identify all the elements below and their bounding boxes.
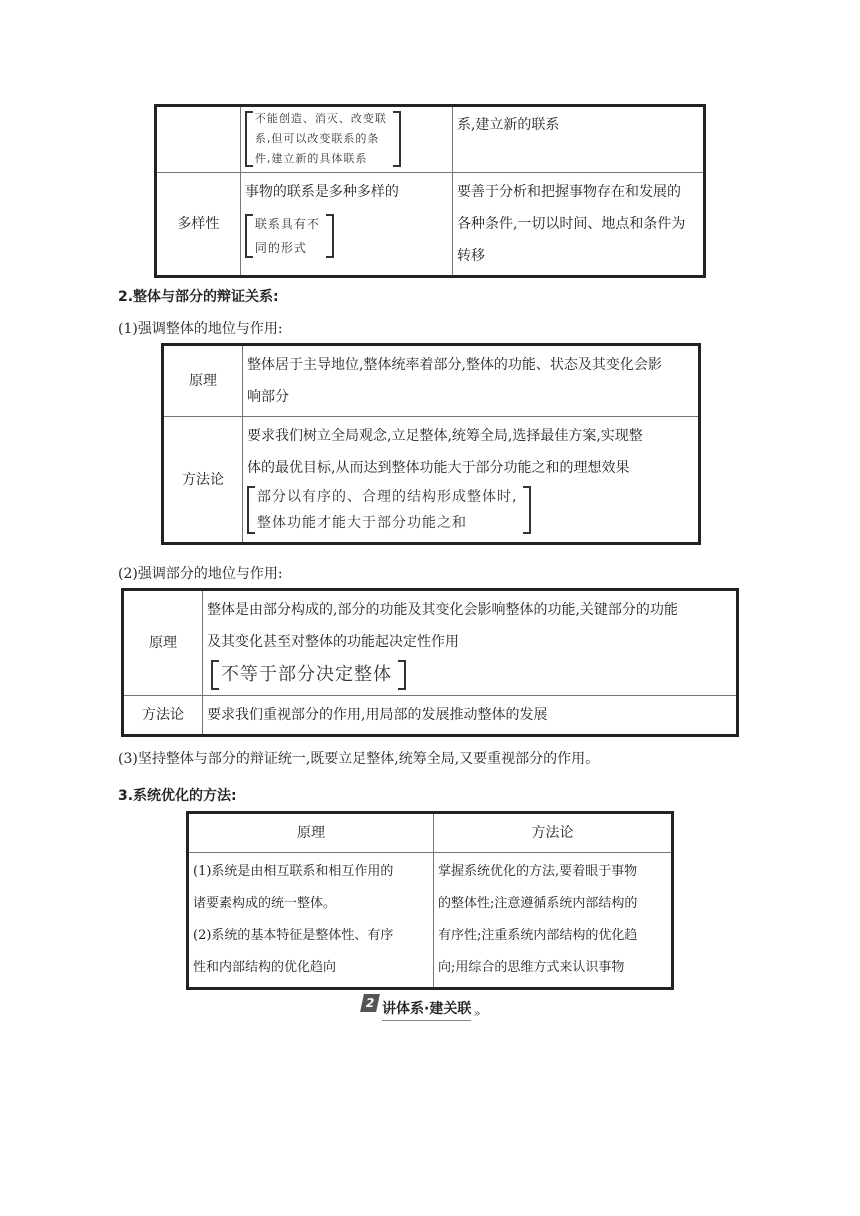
method-line: 有序性;注重系统内部结构的优化趋 — [438, 928, 638, 943]
content-cell — [188, 853, 434, 989]
principle-line: (1)系统是由相互联系和相互作用的 — [193, 864, 394, 879]
note-line: 不能创造、消灭、改变联 — [254, 112, 387, 125]
principle-line: 诸要素构成的统一整体。 — [193, 896, 337, 911]
principle-line: 性和内部结构的优化趋向 — [193, 960, 337, 975]
header-cell — [434, 813, 673, 853]
table-connection-properties — [154, 104, 706, 278]
note-line: 系,但可以改变联系的条 — [254, 132, 380, 145]
banner-title: 讲体系·建关联 — [382, 998, 471, 1021]
column-header-principle: 原理 — [297, 825, 325, 841]
table-row — [156, 173, 705, 277]
note-line: 不等于部分决定整体 — [221, 664, 392, 685]
note-line: 件,建立新的具体联系 — [254, 152, 368, 165]
header-cell — [188, 813, 434, 853]
method-line: 掌握系统优化的方法,要着眼于事物 — [438, 864, 638, 879]
note-line: 联系具有不 — [254, 217, 320, 231]
label-cell — [156, 173, 241, 277]
principle-line: (2)系统的基本特征是整体性、有序 — [193, 928, 394, 943]
content-cell — [240, 106, 452, 173]
method-line: 要善于分析和把握事物存在和发展的 — [456, 184, 681, 200]
content-text: 事物的联系是多种多样的 — [244, 184, 399, 200]
content-cell — [243, 417, 700, 544]
method-line: 向;用综合的思维方式来认识事物 — [438, 960, 625, 975]
note-line: 同的形式 — [254, 241, 307, 255]
section-heading-whole-part: 2.整体与部分的辩证关系: — [118, 289, 279, 305]
row-label-principle: 原理 — [149, 635, 177, 651]
column-header-methodology: 方法论 — [531, 825, 574, 841]
table-whole-role — [161, 343, 701, 545]
handwritten-note — [247, 484, 531, 536]
table-row — [163, 417, 700, 544]
method-cell — [452, 173, 704, 277]
note-line: 整体功能才能大于部分功能之和 — [257, 515, 467, 531]
method-line: 体的最优目标,从而达到整体功能大于部分功能之和的理想效果 — [247, 460, 630, 476]
chevron-double-right-icon: » — [473, 1006, 481, 1020]
content-cell — [240, 173, 452, 277]
method-line: 的整体性;注意遵循系统内部结构的 — [438, 896, 638, 911]
label-cell — [163, 417, 243, 544]
table-row — [188, 853, 673, 989]
section-heading-system-optimization: 3.系统优化的方法: — [118, 788, 237, 804]
label-cell — [123, 696, 203, 736]
paragraph-unity: (3)坚持整体与部分的辩证统一,既要立足整体,统筹全局,又要重视部分的作用。 — [118, 751, 600, 767]
section-banner — [362, 994, 481, 1024]
table-row — [123, 590, 738, 696]
row-label-methodology: 方法论 — [182, 471, 224, 488]
content-cell — [243, 345, 700, 417]
note-line: 部分以有序的、合理的结构形成整体时, — [257, 489, 518, 505]
method-text: 系,建立新的联系 — [456, 117, 560, 133]
content-cell — [203, 696, 738, 736]
handwritten-note — [245, 109, 401, 169]
banner-number-badge: 2 — [360, 994, 380, 1012]
method-cell — [452, 106, 704, 173]
handwritten-note — [211, 658, 406, 692]
principle-line: 及其变化甚至对整体的功能起决定性作用 — [207, 634, 459, 650]
row-label-diversity: 多样性 — [177, 216, 220, 232]
principle-line: 整体是由部分构成的,部分的功能及其变化会影响整体的功能,关键部分的功能 — [207, 602, 678, 618]
method-line: 要求我们树立全局观念,立足整体,统筹全局,选择最佳方案,实现整 — [247, 428, 643, 444]
label-cell — [163, 345, 243, 417]
table-row — [163, 345, 700, 417]
subheading-part: (2)强调部分的地位与作用: — [118, 566, 283, 582]
table-system-optimization — [186, 811, 674, 990]
content-cell — [203, 590, 738, 696]
principle-line: 响部分 — [247, 389, 289, 405]
method-line: 转移 — [456, 248, 485, 264]
method-text: 要求我们重视部分的作用,用局部的发展推动整体的发展 — [207, 707, 548, 723]
table-row — [156, 106, 705, 173]
table-row — [123, 696, 738, 736]
table-row — [188, 813, 673, 853]
label-cell-empty — [156, 106, 241, 173]
method-line: 各种条件,一切以时间、地点和条件为 — [456, 216, 686, 232]
label-cell — [123, 590, 203, 696]
principle-line: 整体居于主导地位,整体统率着部分,整体的功能、状态及其变化会影 — [247, 357, 662, 373]
row-label-methodology: 方法论 — [142, 707, 184, 723]
handwritten-note — [245, 212, 334, 260]
table-part-role — [121, 588, 739, 737]
row-label-principle: 原理 — [189, 373, 217, 389]
subheading-whole: (1)强调整体的地位与作用: — [118, 321, 283, 337]
content-cell — [434, 853, 673, 989]
